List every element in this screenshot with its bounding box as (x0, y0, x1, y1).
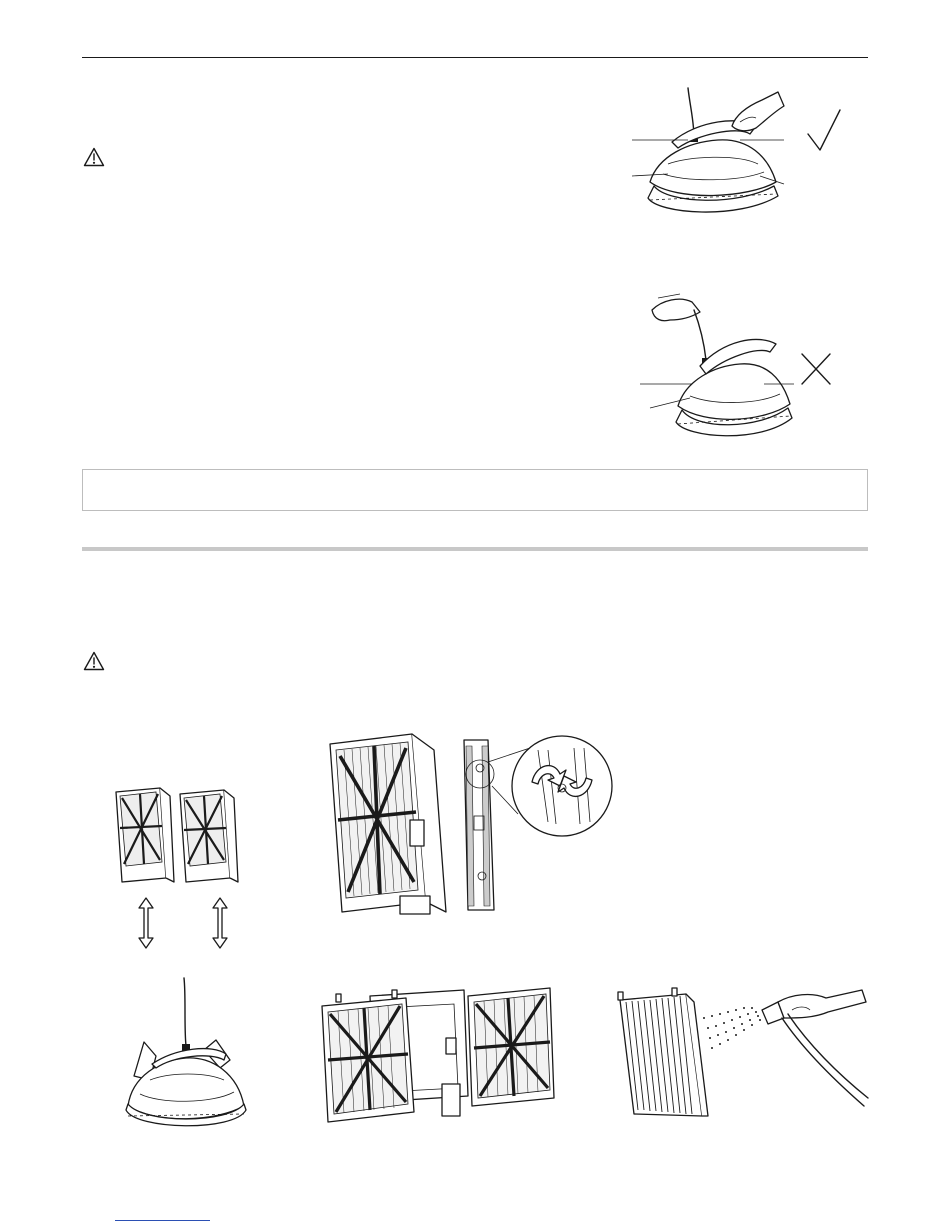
x-mark-icon (800, 352, 832, 386)
warning-triangle-icon (83, 651, 105, 671)
filter-assembly-exploded-figure (318, 988, 558, 1128)
filter-rinse-hose-figure (612, 988, 872, 1118)
warning-triangle-icon (83, 147, 105, 167)
section-divider (82, 547, 868, 551)
robot-open-lid-figure (120, 976, 252, 1136)
header-rule (82, 57, 868, 58)
filter-cartridges-pair-figure (108, 782, 242, 952)
check-mark-icon (806, 108, 842, 154)
footer-link-underline[interactable] (115, 1220, 210, 1221)
filter-clip-detail-figure (322, 726, 622, 922)
robot-lift-by-cable-figure (640, 286, 800, 448)
note-box (82, 469, 868, 511)
robot-lift-by-handle-figure (628, 86, 788, 226)
